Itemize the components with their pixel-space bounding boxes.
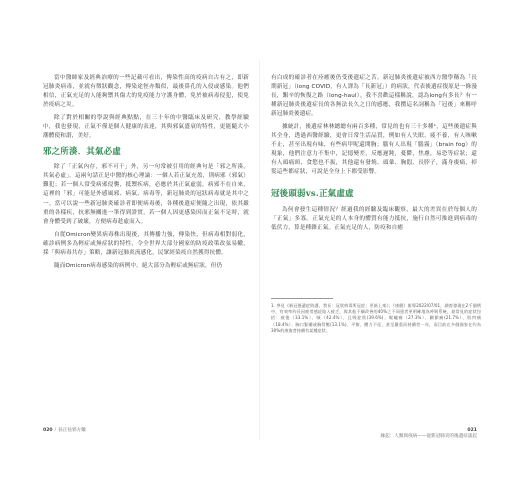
left-paragraph-2: 除了對於相關的學說與經典點點，在三十年的中醫臨床及研究，教學經驗中，我也發現，正氣不僅是個人健康的表達，其與邪氣盛衰的特性，更能隨大小潮體使和諧，美好。 (43, 115, 249, 140)
page-gutter (259, 60, 260, 440)
right-page-number: 021 (467, 428, 477, 433)
left-section-heading: 邪之所湊．其氣必虛 (43, 146, 122, 157)
right-paragraph-1: 有白成的確診者在痊癒後仍受後遺症之苦。新冠肺炎後遺症被西方醫學稱為「長期新冠」（long COVID，有人譯為「長新冠」）的病狀，代表後遺症復原是一條漫長，艱辛的恢復之路（long-haul）。我不喜歡這樣稱說，認為long有多長？有一種新冠肺炎後遺症長的各無法長久之日的感應，我攬這名詞稱為「冠後」來稱呼新冠肺炎後遺症。 (271, 75, 477, 118)
right-section-heading: 冠後頭弱vs.正氣虛虛 (271, 187, 354, 198)
left-running-title: 扶正祛邪方藥 (58, 428, 86, 433)
footnote-text: 1. 參見《新冠後遺症防護，我長：冠狀病毒所冠症」更新上來》；《康健》報導2022/07/01，調查發現在2千個例中，有效率約長因疲勞感症陷入疲乏，與其他不願改善的40%之不同患者更明確地為呼吸系統，最常見的症狀包括：疲倦（33.1%）、咳（42.4%）、且吸症狀(39.6%)、喉嚨痛（27.3%）、關節痛(21.7%）、肌肉痛（18.4%）、胸口緊繃或胸骨壓(13.1%)、平衡、體力不佳，甚至嚴重而持續者一年，而目前在多個國家在約為30%的康復者持續有某種症狀。 (271, 303, 481, 333)
left-paragraph-5: 隨而Omicron病毒感染的病例中，絕大部分為輕症或無症狀，但仍 (54, 262, 223, 269)
footnote-rule (271, 298, 333, 299)
right-folio (381, 428, 477, 440)
left-folio (43, 428, 86, 434)
footnote (271, 303, 481, 338)
right-paragraph-2: 據統計，後遺症林林總總有兩百多種，常見的也有三十多種¹，這些後遺症與其全身，透過西醫經驗，更會日常生活品質，例如有人失眠，疲不養，有人咳嗽不止，甚至出現有味，有些病甲呢還開胸；腦有人出現「腦霧」（brain fog）的現象，他們注意力不集中，記憶變差，反應遲鈍，憂鬱，焦慮，易恐等症狀；還有人頭痛頸，食慾也不振，其他還有發燒、頭暈、胸悶、長脖子，滿身痠痛，掉髮這些都症狀，可說是全身上下都受影響。 (271, 124, 477, 176)
left-paragraph-3: 除了「正氣內存，邪不可干」外，另一句常被引用的經典句是「邪之所湊，其氣必虛」。這兩句話正是中醫的核心理論：一個人若正氣充盈，則病邪（邪氣）難犯；若一個人常受病邪侵襲，抵禦疾病，必應於其正氣虛弱，病邪不在自來，這裡的「邪」可能是外感風邪、病氣、病毒等，新冠肺炎的冠狀病毒就是其中之一。當可以說一些新冠肺炎確診者即便病毒後，各種後遺症便隨之出現，依其嚴重的各樣疾，抗邪無關進一筆得到證實，若一個人因更感染因而正氣不足時，就會身體受到了破壞，方便病毒趁虛而入。 (43, 164, 249, 225)
folio-separator: / (54, 428, 57, 433)
left-page (43, 74, 249, 414)
left-paragraph-4: 自從Omicron變異病毒株出現後，其傳播力強，傳染快，但病毒相對弱化，確診病例多為輕症或無症狀的特性，令全世界大部分國家的防疫政策改弦易轍，採「與病毒共存」策略，讓新冠肺炎流感化，民眾經染疫自然獲得抗體。 (43, 231, 249, 256)
right-page (271, 74, 477, 414)
right-running-title: 緣起：人類與疫病——從新冠肺炎的後遺症談起 (380, 434, 477, 439)
left-page-number: 020 (43, 428, 53, 433)
right-paragraph-3: 為何會發生這種情況？經過我的經驗及臨床觀察，最大的差異在於每個人的「正氣」多寡。正氣充足的人本身的體質有能力抵抗，施行自然可推進到病毒的低伏力，算是種雜正氣。正氣充足的人，防疫和自癒 (271, 206, 477, 231)
left-paragraph-1: 當中醫師家及經典治療的一些記載可看出，傳染性高的疫病自古有之，即新冠肺炎病毒，並就有徵狀觀念，傳染途徑亦類似，最後鼻孔的入侵或感染。他們相信，正氣充足的人能夠禦其傷大的免疫能力守護身體，免於被病毒侵犯，使免於疫病之災。 (43, 75, 249, 109)
